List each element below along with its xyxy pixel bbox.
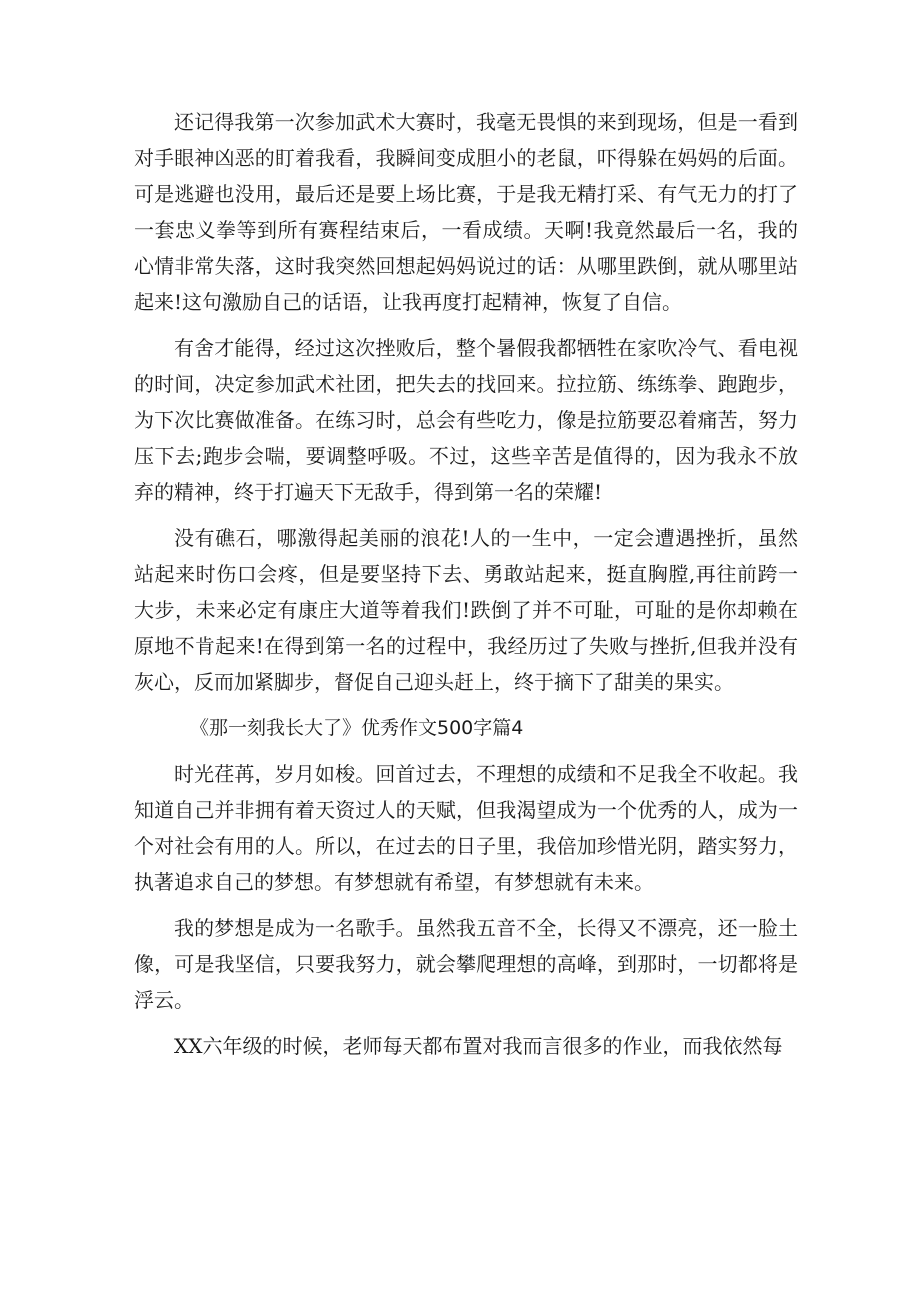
- essay-heading: 《那一刻我长大了》优秀作文500字篇4: [190, 717, 524, 739]
- paragraph-singer-dream: 我的梦想是成为一名歌手。虽然我五音不全，长得又不漂亮，还一脸土像，可是我坚信，只要我努力，就会攀爬理想的高峰，到那时，一切都将是浮云。: [134, 916, 798, 1012]
- paragraph-time-passing: 时光荏苒，岁月如梭。回首过去，不理想的成绩和不足我全不收起。我知道自己并非拥有着天资过人的天赋，但我渴望成为一个优秀的人，成为一个对社会有用的人。所以，在过去的日子里，我倍加珍惜光阴，踏实努力，执著追求自己的梦想。有梦想就有希望，有梦想就有未来。: [134, 762, 798, 894]
- paragraph-reflection: 没有礁石，哪激得起美丽的浪花!人的一生中，一定会遭遇挫折，虽然站起来时伤口会疼，但是要坚持下去、勇敢站起来，挺直胸膛,再往前跨一大步，未来必定有康庄大道等着我们!跌倒了并不可耻，可耻的是你却赖在原地不肯起来!在得到第一名的过程中，我经历过了失败与挫折,但我并没有灰心，反而加紧脚步，督促自己迎头赶上，终于摘下了甜美的果实。: [134, 526, 798, 694]
- paragraph-sixth-grade: XX六年级的时候，老师每天都布置对我而言很多的作业，而我依然每: [174, 1034, 783, 1058]
- paragraph-summer-training: 有舍才能得，经过这次挫败后，整个暑假我都牺牲在家吹冷气、看电视的时间，决定参加武术社团，把失去的找回来。拉拉筋、练练拳、跑跑步，为下次比赛做准备。在练习时，总会有些吃力，像是拉筋要忍着痛苦，努力压下去;跑步会喘，要调整呼吸。不过，这些辛苦是值得的，因为我永不放弃的精神，终于打遍天下无敌手，得到第一名的荣耀!: [134, 336, 798, 504]
- paragraph-competition-memory: 还记得我第一次参加武术大赛时，我毫无畏惧的来到现场，但是一看到对手眼神凶恶的盯着我看，我瞬间变成胆小的老鼠，吓得躲在妈妈的后面。可是逃避也没用，最后还是要上场比赛，于是我无精打采、有气无力的打了一套忠义拳等到所有赛程结束后，一看成绩。天啊!我竟然最后一名，我的心情非常失落，这时我突然回想起妈妈说过的话：从哪里跌倒，就从哪里站起来!这句激励自己的话语，让我再度打起精神，恢复了自信。: [134, 110, 798, 314]
- document-body: [134, 104, 798, 1074]
